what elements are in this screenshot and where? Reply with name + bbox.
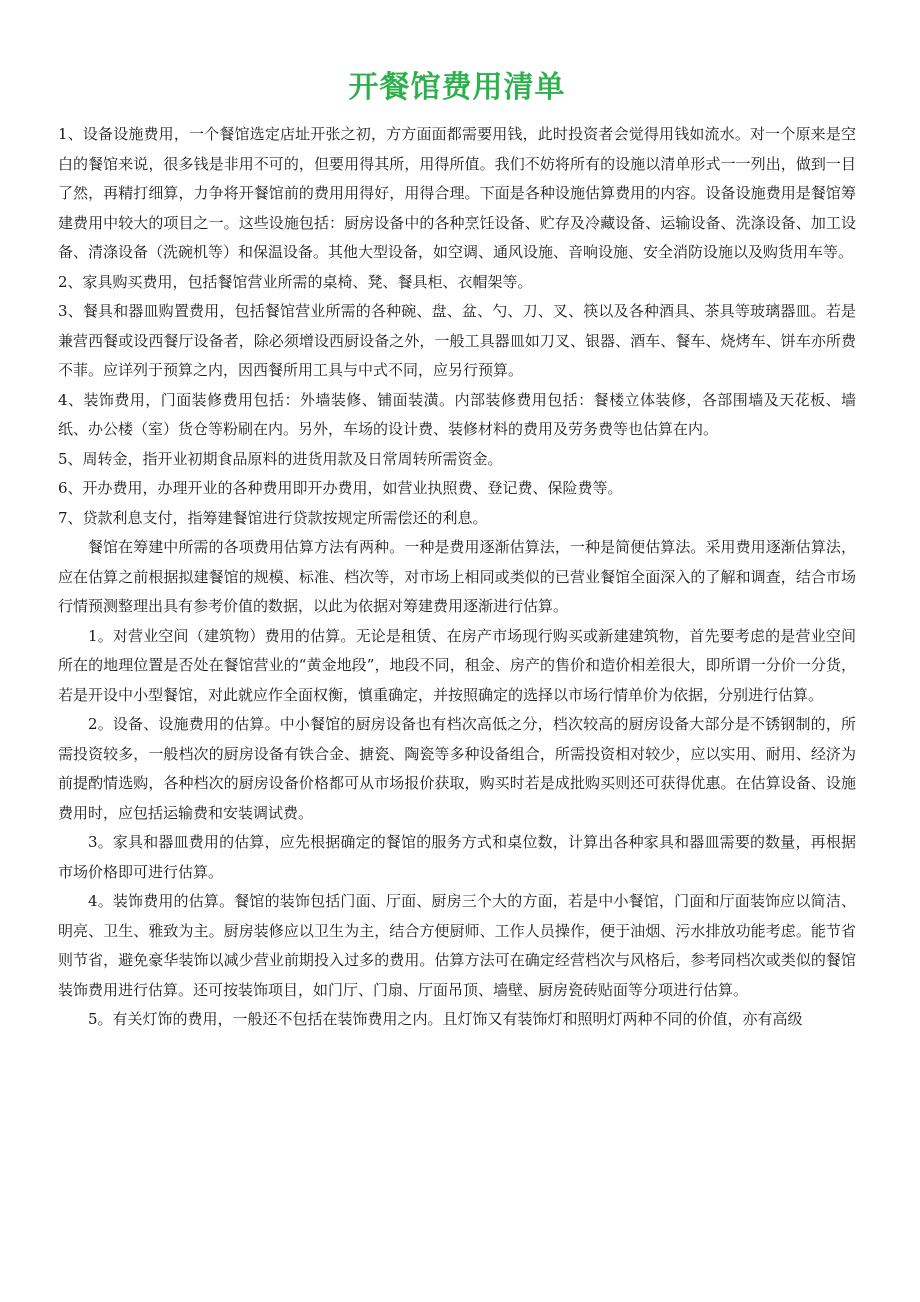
document-title: 开餐馆费用清单 bbox=[348, 70, 566, 105]
document-body bbox=[58, 120, 856, 1035]
list-paragraph: 1、设备设施费用，一个餐馆选定店址开张之初，方方面面都需要用钱，此时投资者会觉得用钱如流水。对一个原来是空白的餐馆来说，很多钱是非用不可的，但要用得其所，用得所值。我们不妨将所有的设施以清单形式一一列出，做到一目了然，再精打细算，力争将开餐馆前的费用用得好，用得合理。下面是各种设施估算费用的内容。设备设施费用是餐馆筹建费用中较大的项目之一。这些设施包括：厨房设备中的各种烹饪设备、贮存及冷藏设备、运输设备、洗涤设备、加工设备、清涤设备（洗碗机等）和保温设备。其他大型设备，如空调、通风设施、音响设施、安全消防设施以及购货用车等。 bbox=[58, 125, 856, 261]
list-paragraph: 6、开办费用，办理开业的各种费用即开办费用，如营业执照费、登记费、保险费等。 bbox=[58, 479, 623, 497]
body-paragraph: 3。家具和器皿费用的估算，应先根据确定的餐馆的服务方式和桌位数，计算出各种家具和器皿需要的数量，再根据市场价格即可进行估算。 bbox=[58, 833, 856, 881]
body-paragraph: 餐馆在筹建中所需的各项费用估算方法有两种。一种是费用逐渐估算法，一种是简便估算法。采用费用逐渐估算法，应在估算之前根据拟建餐馆的规模、标准、档次等，对市场上相同或类似的已营业餐馆全面深入的了解和调查，结合市场行情预测整理出具有参考价值的数据，以此为依据对筹建费用逐渐进行估算。 bbox=[58, 538, 856, 615]
body-paragraph: 1。对营业空间（建筑物）费用的估算。无论是租赁、在房产市场现行购买或新建建筑物，首先要考虑的是营业空间所在的地理位置是否处在餐馆营业的“黄金地段”，地段不同，租金、房产的售价和造价相差很大，即所谓一分价一分货，若是开设中小型餐馆，对此就应作全面权衡，慎重确定，并按照确定的选择以市场行情单价为依据，分别进行估算。 bbox=[58, 626, 856, 704]
body-paragraph: 4。装饰费用的估算。餐馆的装饰包括门面、厅面、厨房三个大的方面，若是中小餐馆，门面和厅面装饰应以简洁、明亮、卫生、雅致为主。厨房装修应以卫生为主，结合方便厨师、工作人员操作，便于油烟、污水排放功能考虑。能节省则节省，避免豪华装饰以减少营业前期投入过多的费用。估算方法可在确定经营档次与风格后，参考同档次或类似的餐馆装饰费用进行估算。还可按装饰项目，如门厅、门扇、厅面吊顶、墙壁、厨房瓷砖贴面等分项进行估算。 bbox=[58, 892, 856, 999]
body-paragraph: 2。设备、设施费用的估算。中小餐馆的厨房设备也有档次高低之分，档次较高的厨房设备大部分是不锈钢制的，所需投资较多，一般档次的厨房设备有铁合金、搪瓷、陶瓷等多种设备组合，所需投资相对较少，应以实用、耐用、经济为前提酌情选购，各种档次的厨房设备价格都可从市场报价获取，购买时若是成批购买则还可获得优惠。在估算设备、设施费用时，应包括运输费和安装调试费。 bbox=[58, 715, 856, 822]
list-paragraph: 3、餐具和器皿购置费用，包括餐馆营业所需的各种碗、盘、盆、勺、刀、叉、筷以及各种酒具、茶具等玻璃器皿。若是兼营西餐或设西餐厅设备者，除必须增设西厨设备之外，一般工具器皿如刀叉、银器、酒车、餐车、烧烤车、饼车亦所费不菲。应详列于预算之内，因西餐所用工具与中式不同，应另行预算。 bbox=[58, 302, 856, 379]
list-paragraph: 4、装饰费用，门面装修费用包括：外墙装修、铺面装潢。内部装修费用包括：餐楼立体装修，各部围墙及天花板、墙纸、办公楼（室）货仓等粉刷在内。另外，车场的设计费、装修材料的费用及劳务费等也估算在内。 bbox=[58, 390, 856, 438]
list-paragraph: 2、家具购买费用，包括餐馆营业所需的桌椅、凳、餐具柜、衣帽架等。 bbox=[58, 272, 533, 291]
body-paragraph: 5。有关灯饰的费用，一般还不包括在装饰费用之内。且灯饰又有装饰灯和照明灯两种不同的价值，亦有高级 bbox=[88, 1010, 803, 1028]
list-paragraph: 7、贷款利息支付，指筹建餐馆进行贷款按规定所需偿还的利息。 bbox=[58, 508, 488, 527]
list-paragraph: 5、周转金，指开业初期食品原料的进货用款及日常周转所需资金。 bbox=[58, 449, 503, 468]
